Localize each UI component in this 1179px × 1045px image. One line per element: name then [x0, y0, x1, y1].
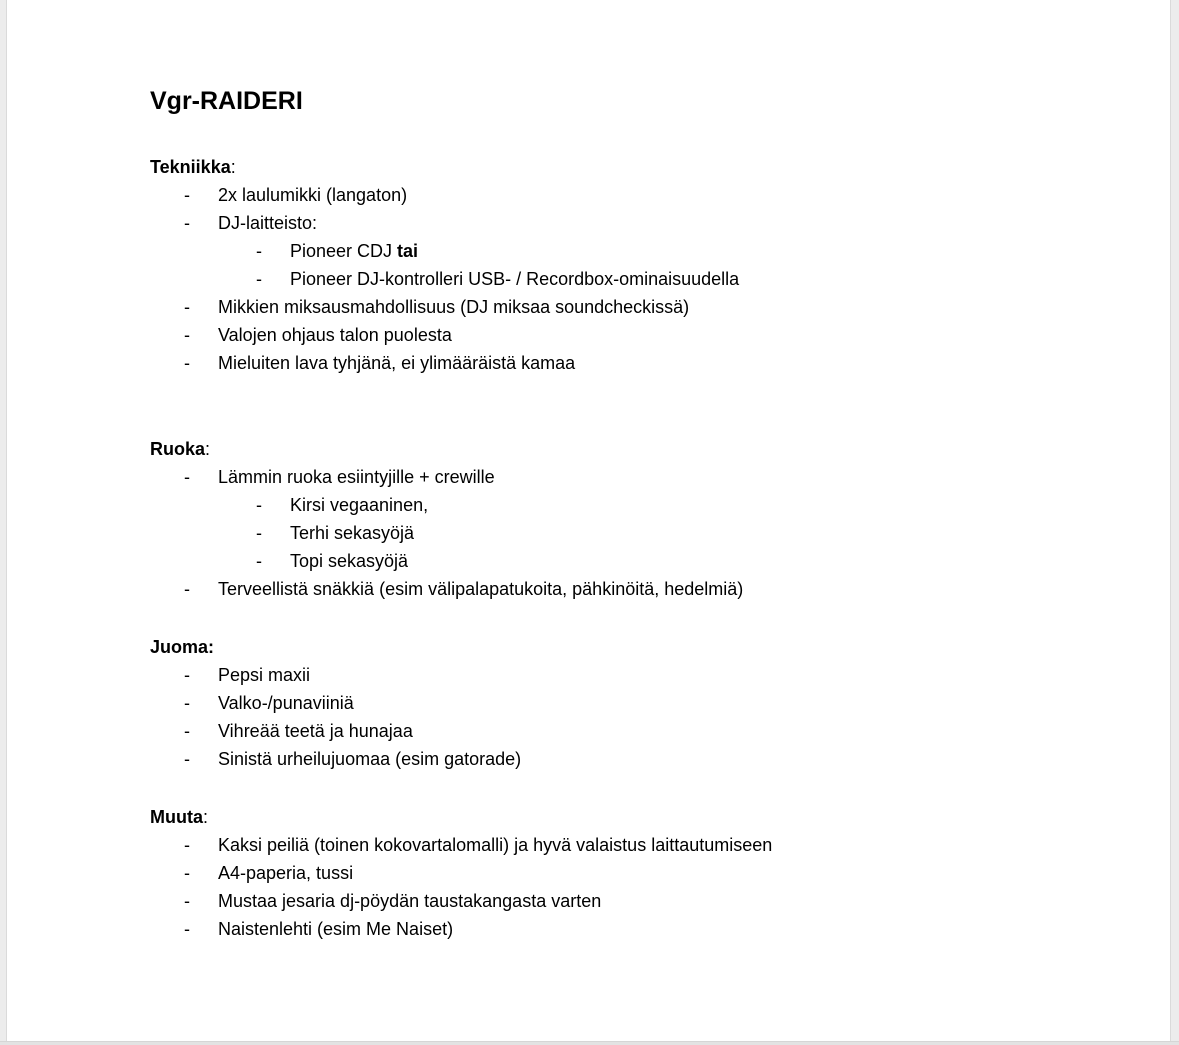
list-item-text: Lämmin ruoka esiintyjille + crewille	[218, 467, 495, 487]
section-heading	[150, 153, 1119, 181]
list-item-text: Mieluiten lava tyhjänä, ei ylimääräistä kamaa	[218, 353, 576, 373]
section-heading-text: Tekniikka	[150, 157, 231, 177]
list-item	[150, 463, 1119, 491]
list-item	[150, 745, 1119, 773]
bullet-dash: -	[184, 693, 190, 713]
bullet-dash: -	[184, 185, 190, 205]
list-item	[150, 209, 1119, 237]
list-item	[150, 661, 1119, 689]
bullet-dash: -	[184, 863, 190, 883]
list-item-text: Valko-/punaviiniä	[218, 693, 354, 713]
list-item-text: Valojen ohjaus talon puolesta	[218, 325, 452, 345]
viewer-canvas-left-edge	[0, 0, 7, 1045]
list-item	[150, 265, 1119, 293]
section-heading-colon: :	[230, 157, 236, 177]
list-item	[150, 181, 1119, 209]
list-item-text: Vihreää teetä ja hunajaa	[218, 721, 413, 741]
list-item-text: DJ-laitteisto:	[218, 213, 318, 233]
section-heading-text: Juoma	[150, 637, 209, 657]
bullet-dash: -	[256, 269, 262, 289]
bullet-dash: -	[184, 835, 190, 855]
list-item-text: Kaksi peiliä (toinen kokovartalomalli) ja hyvä valaistus laittautumiseen	[218, 835, 773, 855]
list-item	[150, 321, 1119, 349]
list-item-text: Sinistä urheilujuomaa (esim gatorade)	[218, 749, 522, 769]
bullet-dash: -	[184, 325, 190, 345]
section-tekniikka	[150, 153, 1119, 377]
list-item-text: 2x laulumikki (langaton)	[218, 185, 408, 205]
section-heading-text: Ruoka	[150, 439, 206, 459]
list-item-text: A4-paperia, tussi	[218, 863, 354, 883]
list-item-text-bold: tai	[397, 241, 419, 261]
list-item	[150, 293, 1119, 321]
list-item	[150, 575, 1119, 603]
bullet-dash: -	[184, 919, 190, 939]
list-item-text: Pepsi maxii	[218, 665, 311, 685]
list-item	[150, 689, 1119, 717]
document-page	[150, 85, 1119, 943]
section-heading-text: Muuta	[150, 807, 203, 827]
list-item	[150, 547, 1119, 575]
bullet-dash: -	[184, 721, 190, 741]
list-item	[150, 831, 1119, 859]
list-item-text: Naistenlehti (esim Me Naiset)	[218, 919, 454, 939]
page-bottom-edge	[0, 1041, 1179, 1045]
list-item	[150, 519, 1119, 547]
section-heading	[150, 803, 1119, 831]
list-item	[150, 237, 1119, 265]
bullet-dash: -	[184, 579, 190, 599]
list-item-text: Mikkien miksausmahdollisuus (DJ miksaa soundcheckissä)	[218, 297, 690, 317]
list-item	[150, 717, 1119, 745]
list-item	[150, 349, 1119, 377]
bullet-dash: -	[184, 213, 190, 233]
list-item-text: Topi sekasyöjä	[290, 551, 409, 571]
list-item-text: Kirsi vegaaninen,	[290, 495, 429, 515]
section-heading	[150, 435, 1119, 463]
list-item-text: Pioneer DJ-kontrolleri USB- / Recordbox-ominaisuudella	[290, 269, 740, 289]
list-item	[150, 887, 1119, 915]
bullet-dash: -	[184, 297, 190, 317]
section-heading-colon: :	[208, 637, 215, 657]
list-item	[150, 491, 1119, 519]
section-ruoka	[150, 435, 1119, 603]
list-item-text: Terhi sekasyöjä	[290, 523, 415, 543]
bullet-dash: -	[184, 467, 190, 487]
list-item	[150, 915, 1119, 943]
section-juoma	[150, 633, 1119, 773]
section-heading	[150, 633, 1119, 661]
bullet-dash: -	[256, 495, 262, 515]
section-muuta	[150, 803, 1119, 943]
list-item-text: Pioneer CDJ	[290, 241, 398, 261]
bullet-dash: -	[256, 241, 262, 261]
list-item-text: Mustaa jesaria dj-pöydän taustakangasta varten	[218, 891, 602, 911]
list-item-text: Terveellistä snäkkiä (esim välipalapatukoita, pähkinöitä, hedelmiä)	[218, 579, 744, 599]
section-heading-colon: :	[205, 439, 211, 459]
bullet-dash: -	[184, 749, 190, 769]
bullet-dash: -	[256, 523, 262, 543]
bullet-dash: -	[256, 551, 262, 571]
viewer-canvas-right-edge	[1170, 0, 1179, 1045]
bullet-dash: -	[184, 891, 190, 911]
section-heading-colon: :	[203, 807, 209, 827]
list-item	[150, 859, 1119, 887]
bullet-dash: -	[184, 353, 190, 373]
bullet-dash: -	[184, 665, 190, 685]
document-title: Vgr-RAIDERI	[150, 87, 303, 115]
